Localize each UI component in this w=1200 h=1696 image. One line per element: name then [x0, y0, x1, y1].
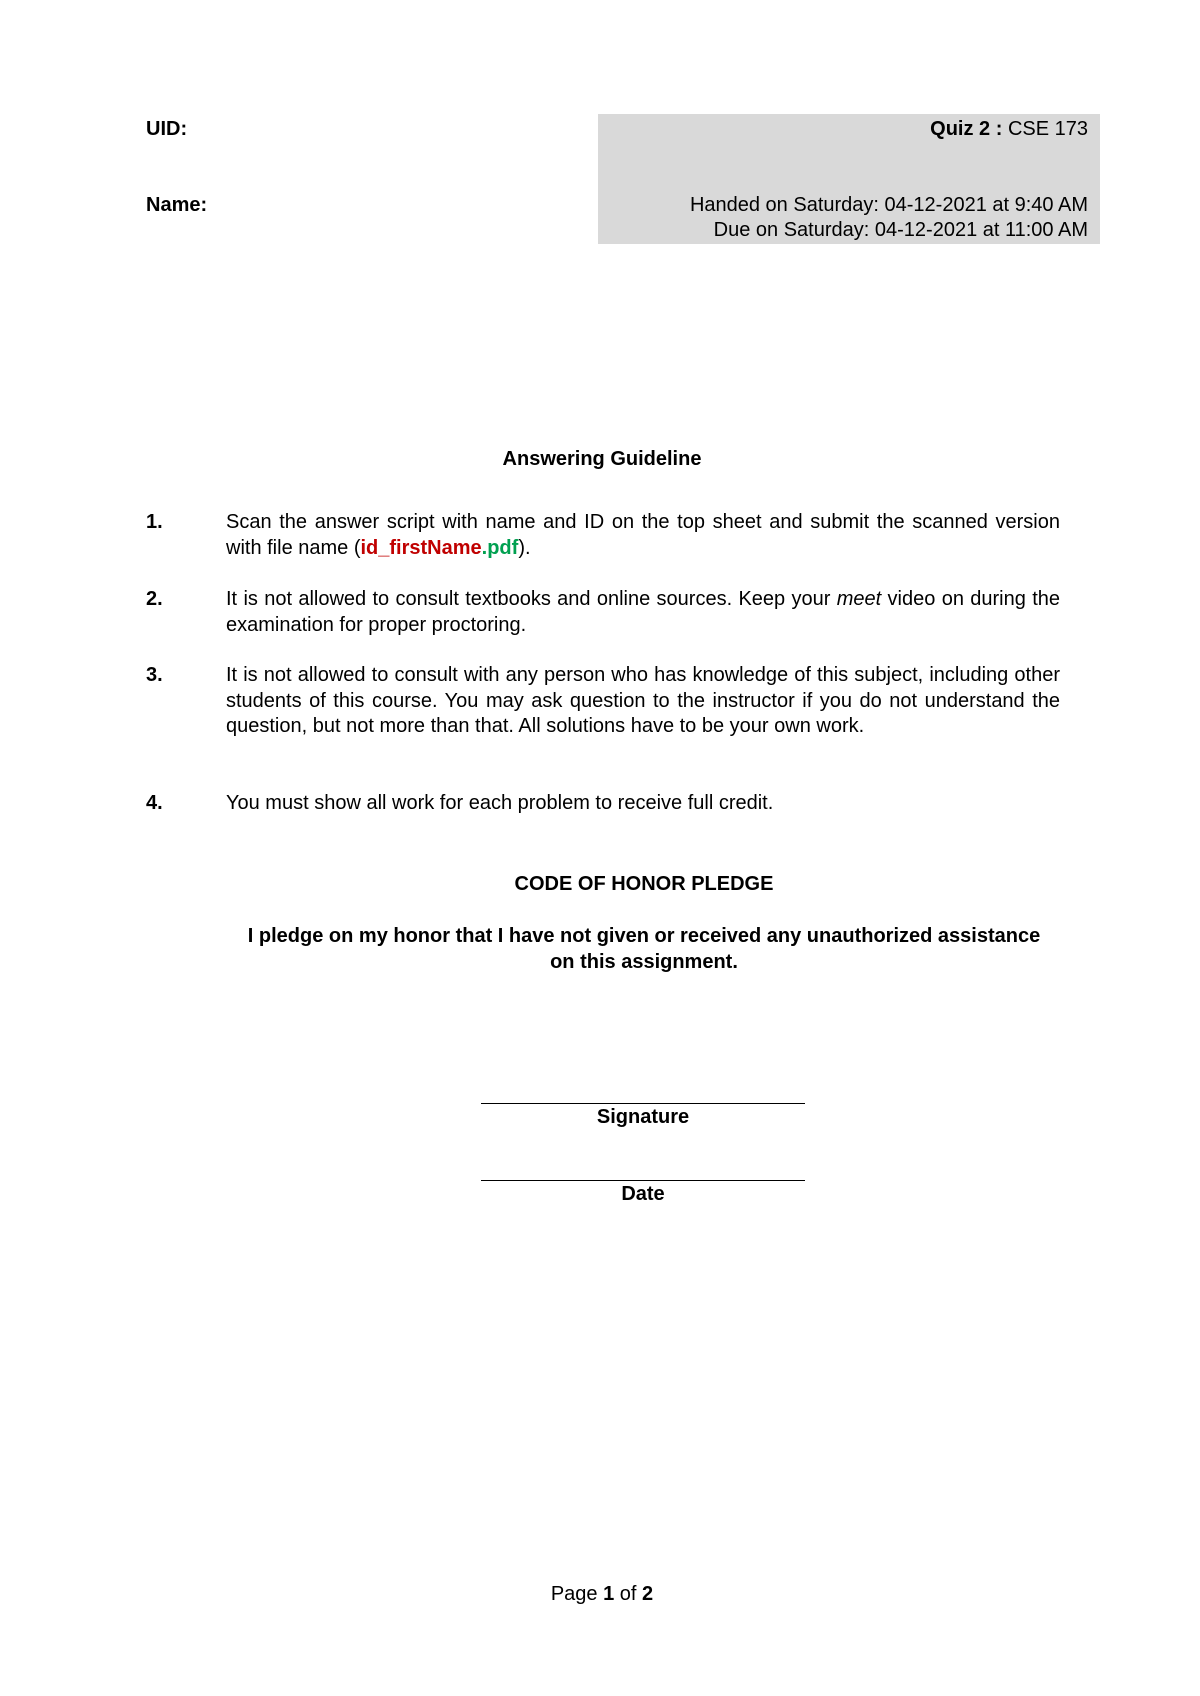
page-number [0, 1583, 1200, 1606]
filename-ext-part: .pdf [481, 536, 519, 559]
emphasis-text: meet [836, 588, 882, 610]
pledge-text: I pledge on my honor that I have not given or received any unauthorized assistance on this assignment. [247, 925, 1041, 973]
uid-label: UID: [146, 118, 188, 140]
page-word: Page [550, 1583, 598, 1605]
guideline-title: Answering Guideline [502, 448, 702, 470]
item-text-part: Scan the answer script with name and ID on the top sheet and submit the scanned version with file name ( [226, 511, 1060, 559]
item-number: 1. [146, 511, 163, 533]
item-text: You must show all work for each problem to receive full credit. [226, 792, 774, 814]
date-label: Date [621, 1183, 665, 1205]
item-number: 2. [146, 588, 163, 610]
due-date: Due on Saturday: 04-12-2021 at 11:00 AM [713, 219, 1088, 241]
quiz-info-box [598, 114, 1100, 244]
item-text [226, 587, 1060, 638]
signature-line [481, 1103, 805, 1104]
filename-id-part: id_firstName [360, 536, 482, 559]
name-label: Name: [146, 194, 208, 216]
quiz-label: Quiz 2 : [930, 118, 1003, 140]
pledge-title: CODE OF HONOR PLEDGE [514, 873, 774, 895]
course-code: CSE 173 [1007, 118, 1088, 140]
total-pages: 2 [642, 1583, 654, 1605]
item-text-part: It is not allowed to consult textbooks and online sources. Keep your [226, 588, 837, 610]
current-page: 1 [603, 1583, 615, 1605]
item-number: 4. [146, 792, 163, 814]
signature-label: Signature [596, 1106, 690, 1128]
item-text: It is not allowed to consult with any person who has knowledge of this subject, including other students of this course. You may ask question to the instructor if you do not understand the question, but not more than that. All solutions have to be your own work. [226, 664, 1060, 737]
date-line [481, 1180, 805, 1181]
quiz-title [930, 118, 1088, 141]
of-word: of [619, 1583, 637, 1605]
handed-date: Handed on Saturday: 04-12-2021 at 9:40 AM [689, 194, 1088, 216]
item-text-part: video on during the examination for proper proctoring. [226, 588, 1060, 636]
item-text-part: ). [518, 536, 531, 559]
item-text [226, 510, 1060, 561]
item-number: 3. [146, 664, 163, 686]
